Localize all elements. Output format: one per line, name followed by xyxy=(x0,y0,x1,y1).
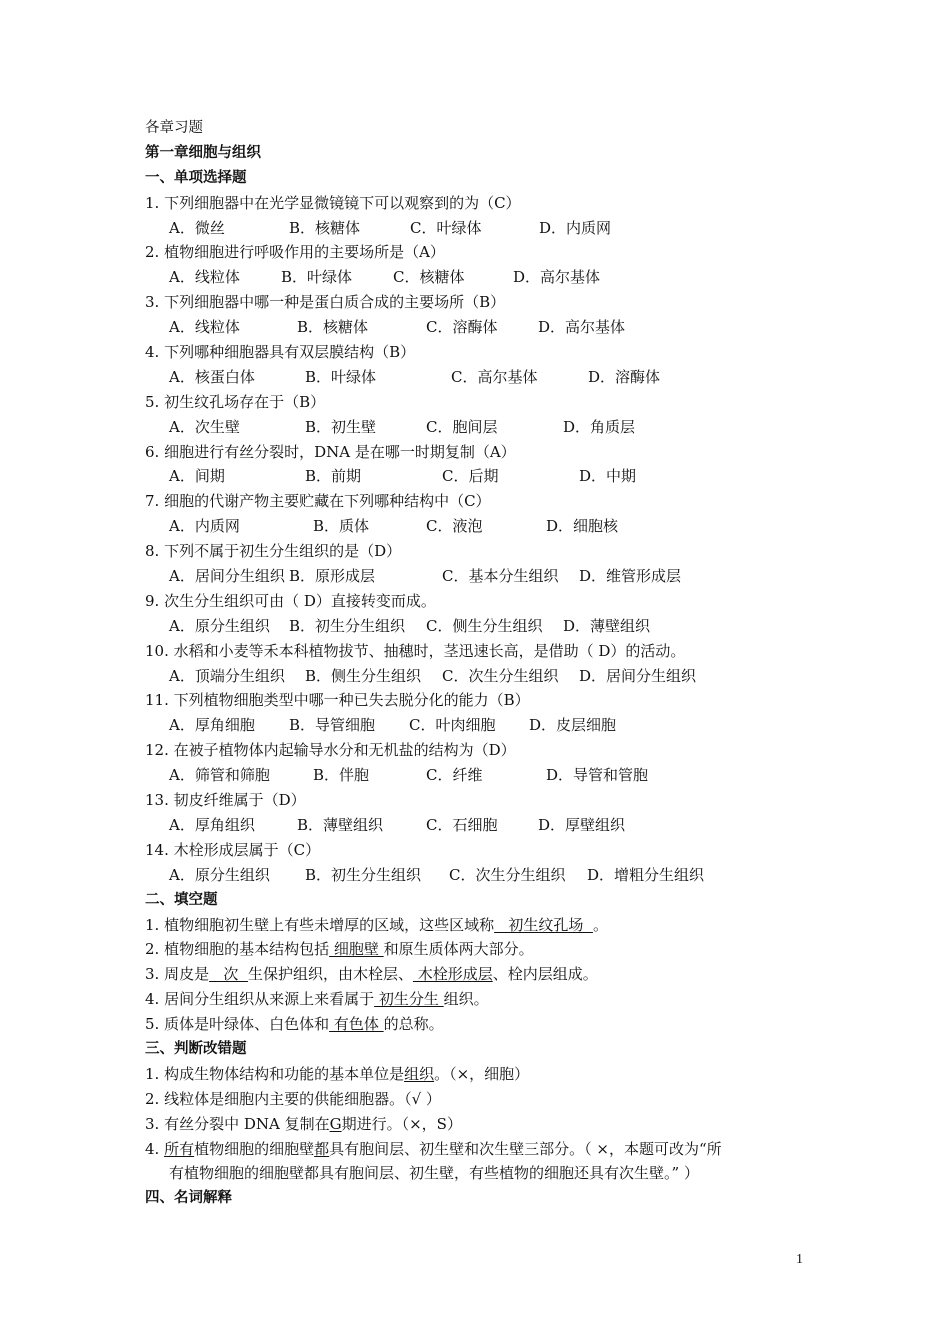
judge-item: 3. 有丝分裂中 DNA 复制在G期进行。（×，S） xyxy=(145,1114,462,1133)
question-text: 13. 韧皮纤维属于（D） xyxy=(145,791,306,810)
judge-item: 1. 构成生物体结构和功能的基本单位是组织。（×，细胞） xyxy=(145,1064,530,1083)
option-b: B．薄壁组织 xyxy=(297,815,384,834)
judge-underlined: 组织 xyxy=(404,1064,435,1083)
section-heading-terms: 四、名词解释 xyxy=(145,1190,232,1207)
question-options xyxy=(145,863,825,888)
option-d: D．细胞核 xyxy=(546,517,619,536)
question-text: 4. 下列哪种细胞器具有双层膜结构（B） xyxy=(145,343,416,362)
option-d: D．高尔基体 xyxy=(513,268,601,287)
question-text: 10. 水稻和小麦等禾本科植物拔节、抽穗时，茎迅速长高，是借助（ D）的活动。 xyxy=(145,641,686,660)
option-c: C．高尔基体 xyxy=(451,367,538,386)
fill-answer: 有色体 xyxy=(329,1015,384,1034)
option-d: D．增粗分生组织 xyxy=(587,865,705,884)
judge-item: 4. 所有植物细胞的细胞壁都具有胞间层、初生壁和次生壁三部分。（ ×，本题可改为“所 xyxy=(145,1139,722,1158)
option-b: B．侧生分生组织 xyxy=(305,666,422,685)
option-d: D．维管形成层 xyxy=(579,567,682,586)
fill-answer: 细胞壁 xyxy=(329,940,384,959)
option-b: B．初生分生组织 xyxy=(305,865,422,884)
question-text: 9. 次生分生组织可由（ D）直接转变而成。 xyxy=(145,591,436,610)
question-options xyxy=(145,614,825,639)
option-c: C．基本分生组织 xyxy=(442,567,559,586)
option-b: B．初生分生组织 xyxy=(289,616,406,635)
question-text: 2. 植物细胞进行呼吸作用的主要场所是（A） xyxy=(145,243,445,262)
question-options xyxy=(145,763,825,788)
option-b: B．原形成层 xyxy=(289,567,376,586)
option-a: A．原分生组织 xyxy=(169,865,270,884)
option-d: D．导管和管胞 xyxy=(546,766,649,785)
section-heading-choice: 一、单项选择题 xyxy=(145,169,247,186)
option-a: A．间期 xyxy=(169,467,225,486)
question-text: 6. 细胞进行有丝分裂时，DNA 是在哪一时期复制（A） xyxy=(145,442,516,461)
option-b: B．叶绿体 xyxy=(281,268,353,287)
question-options xyxy=(145,265,825,290)
fill-blank-list xyxy=(145,913,825,1037)
question-options xyxy=(145,813,825,838)
option-b: B．伴胞 xyxy=(313,766,370,785)
fill-answer: 次 xyxy=(209,965,248,984)
option-d: D．厚壁组织 xyxy=(538,815,626,834)
question-options xyxy=(145,216,825,241)
question-options xyxy=(145,564,825,589)
choice-question-list xyxy=(145,191,825,888)
question-text: 1. 下列细胞器中在光学显微镜镜下可以观察到的为（C） xyxy=(145,193,521,212)
fill-item: 3. 周皮是 次 生保护组织，由木栓层、 木栓形成层、栓内层组成。 xyxy=(145,965,598,984)
option-c: C．次生分生组织 xyxy=(442,666,559,685)
judge-underlined: 都 xyxy=(314,1139,330,1158)
question-options xyxy=(145,415,825,440)
section-heading-fill: 二、填空题 xyxy=(145,891,218,908)
chapter-title: 第一章细胞与组织 xyxy=(145,144,261,161)
fill-item: 5. 质体是叶绿体、白色体和 有色体 的总称。 xyxy=(145,1015,444,1034)
option-a: A．线粒体 xyxy=(169,318,240,337)
option-b: B．质体 xyxy=(313,517,370,536)
question-text: 7. 细胞的代谢产物主要贮藏在下列哪种结构中（C） xyxy=(145,492,491,511)
option-d: D．薄壁组织 xyxy=(563,616,651,635)
question-options xyxy=(145,315,825,340)
option-b: B．核糖体 xyxy=(289,218,361,237)
option-c: C．核糖体 xyxy=(393,268,465,287)
option-c: C．石细胞 xyxy=(426,815,498,834)
option-a: A．厚角组织 xyxy=(169,815,255,834)
judge-list xyxy=(145,1062,825,1186)
judge-underlined: 所有 xyxy=(164,1139,195,1158)
option-d: D．高尔基体 xyxy=(538,318,626,337)
question-text: 3. 下列细胞器中哪一种是蛋白质合成的主要场所（B） xyxy=(145,293,506,312)
option-b: B．叶绿体 xyxy=(305,367,377,386)
option-c: C．液泡 xyxy=(426,517,483,536)
section-heading-judge: 三、判断改错题 xyxy=(145,1040,247,1057)
question-text: 11. 下列植物细胞类型中哪一种已失去脱分化的能力（B） xyxy=(145,691,530,710)
option-c: C．溶酶体 xyxy=(426,318,498,337)
doc-title: 各章习题 xyxy=(145,120,203,136)
option-d: D．皮层细胞 xyxy=(529,716,617,735)
question-options xyxy=(145,464,825,489)
option-a: A．线粒体 xyxy=(169,268,240,287)
option-b: B．核糖体 xyxy=(297,318,369,337)
option-c: C．叶绿体 xyxy=(410,218,482,237)
fill-answer: 初生纹孔场 xyxy=(494,915,593,934)
fill-answer: 初生分生 xyxy=(374,990,444,1009)
option-a: A．筛管和筛胞 xyxy=(169,766,270,785)
page-number: 1 xyxy=(796,1252,803,1267)
question-text: 8. 下列不属于初生分生组织的是（D） xyxy=(145,542,402,561)
document-body xyxy=(145,116,825,1211)
fill-item: 4. 居间分生组织从来源上来看属于 初生分生 组织。 xyxy=(145,990,489,1009)
option-a: A．顶端分生组织 xyxy=(169,666,285,685)
question-text: 12. 在被子植物体内起输导水分和无机盐的结构为（D） xyxy=(145,741,516,760)
question-text: 5. 初生纹孔场存在于（B） xyxy=(145,392,326,411)
option-b: B．前期 xyxy=(305,467,362,486)
option-d: D．角质层 xyxy=(563,417,636,436)
question-options xyxy=(145,514,825,539)
fill-answer: 木栓形成层 xyxy=(412,965,493,984)
question-options xyxy=(145,713,825,738)
question-text: 14. 木栓形成层属于（C） xyxy=(145,840,321,859)
option-b: B．导管细胞 xyxy=(289,716,376,735)
judge-item: 2. 线粒体是细胞内主要的供能细胞器。（√ ） xyxy=(145,1089,441,1108)
option-c: C．叶肉细胞 xyxy=(409,716,496,735)
option-c: C．胞间层 xyxy=(426,417,498,436)
option-a: A．原分生组织 xyxy=(169,616,270,635)
option-c: C．后期 xyxy=(442,467,499,486)
option-a: A．厚角细胞 xyxy=(169,716,255,735)
fill-item: 2. 植物细胞的基本结构包括 细胞壁 和原生质体两大部分。 xyxy=(145,940,534,959)
question-options xyxy=(145,664,825,689)
fill-item: 1. 植物细胞初生壁上有些未增厚的区域，这些区域称 初生纹孔场 。 xyxy=(145,915,608,934)
option-a: A．核蛋白体 xyxy=(169,367,255,386)
option-c: C．次生分生组织 xyxy=(449,865,566,884)
judge-item-continuation: 有植物细胞的细胞壁都具有胞间层、初生壁，有些植物的细胞还具有次生壁。” ） xyxy=(169,1164,699,1183)
option-d: D．中期 xyxy=(579,467,637,486)
option-d: D．内质网 xyxy=(539,218,612,237)
option-a: A．微丝 xyxy=(169,218,225,237)
option-c: C．侧生分生组织 xyxy=(426,616,543,635)
question-options xyxy=(145,365,825,390)
option-d: D．溶酶体 xyxy=(588,367,661,386)
option-b: B．初生壁 xyxy=(305,417,377,436)
option-c: C．纤维 xyxy=(426,766,483,785)
option-a: A．内质网 xyxy=(169,517,240,536)
option-a: A．次生壁 xyxy=(169,417,240,436)
option-a: A．居间分生组织 xyxy=(169,567,285,586)
judge-underlined: G xyxy=(329,1114,342,1133)
option-d: D．居间分生组织 xyxy=(579,666,697,685)
